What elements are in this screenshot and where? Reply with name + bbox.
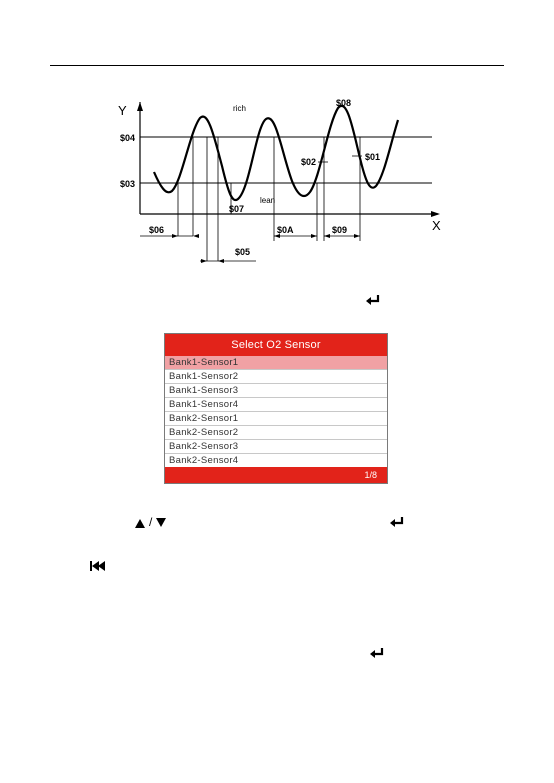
enter-icon bbox=[365, 294, 381, 306]
rich-label: rich bbox=[233, 104, 246, 113]
sensor-list-item[interactable]: Bank1-Sensor4 bbox=[165, 398, 387, 412]
screen-title: Select O2 Sensor bbox=[165, 334, 387, 356]
sensor-list-item[interactable]: Bank1-Sensor1 bbox=[165, 356, 387, 370]
label-0a: $0A bbox=[277, 225, 294, 235]
x-axis-arrow bbox=[431, 211, 440, 217]
enter-icon bbox=[369, 647, 385, 659]
lean-label: lean bbox=[260, 196, 276, 205]
select-o2-sensor-screen bbox=[164, 333, 388, 484]
header-rule bbox=[50, 65, 504, 66]
sensor-list bbox=[165, 356, 387, 468]
label-01: $01 bbox=[365, 152, 381, 162]
rewind-icon bbox=[90, 558, 106, 568]
y-axis-label: Y bbox=[118, 103, 127, 118]
label-08: $08 bbox=[336, 98, 352, 108]
y-axis-arrow bbox=[137, 102, 143, 111]
sensor-list-item[interactable]: Bank2-Sensor2 bbox=[165, 426, 387, 440]
sensor-list-item[interactable]: Bank2-Sensor1 bbox=[165, 412, 387, 426]
sensor-list-item[interactable]: Bank1-Sensor2 bbox=[165, 370, 387, 384]
label-06: $06 bbox=[149, 225, 165, 235]
voltage-waveform bbox=[154, 106, 398, 200]
label-02: $02 bbox=[301, 157, 317, 167]
label-07: $07 bbox=[229, 204, 245, 214]
label-09: $09 bbox=[332, 225, 348, 235]
arrow-separator: / bbox=[149, 515, 153, 529]
down-arrow-icon bbox=[156, 518, 166, 527]
page-indicator: 1/8 bbox=[165, 467, 387, 483]
enter-icon bbox=[389, 516, 405, 528]
label-05: $05 bbox=[235, 247, 251, 257]
label-04: $04 bbox=[120, 133, 136, 143]
sensor-list-item[interactable]: Bank2-Sensor4 bbox=[165, 454, 387, 468]
sensor-list-item[interactable]: Bank2-Sensor3 bbox=[165, 440, 387, 454]
label-03: $03 bbox=[120, 179, 136, 189]
x-axis-label: X bbox=[432, 218, 441, 233]
sensor-list-item[interactable]: Bank1-Sensor3 bbox=[165, 384, 387, 398]
o2-sensor-waveform-diagram bbox=[110, 96, 450, 264]
up-arrow-icon bbox=[135, 519, 145, 528]
